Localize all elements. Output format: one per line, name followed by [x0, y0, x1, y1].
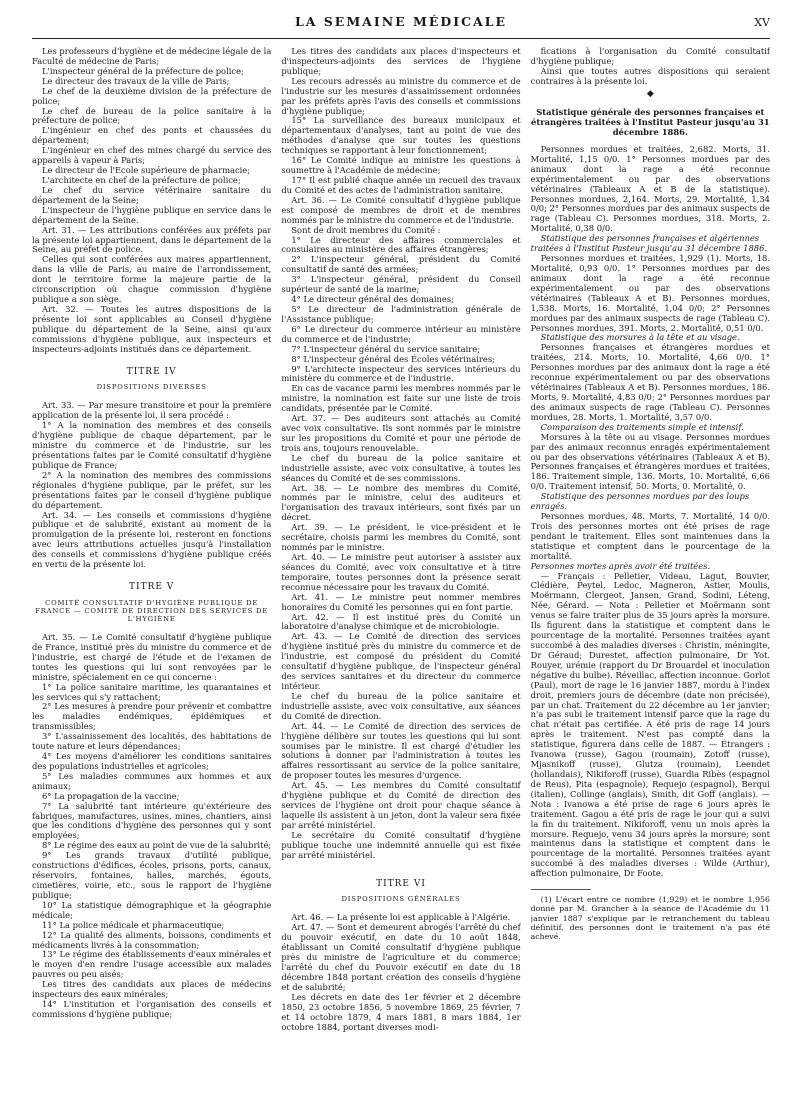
paragraph: Les titres des candidats aux places de médecins inspecteurs des eaux minérales;: [32, 979, 272, 1000]
paragraph: Ainsi que toutes autres dispositions qui seraient contraires à la présente loi.: [530, 65, 770, 86]
titre-4-heading: TITRE IV: [126, 366, 177, 377]
stat-heading-deaths: Personnes mortes après avoir été traitées.: [530, 560, 711, 571]
col2-top-paragraphs: [281, 47, 520, 861]
paragraph: 9° Les grands travaux d'utilité publique, constructions d'édifices, écoles, prisons, ports, canaux, réservoirs, fontaines, halles, marchés, égouts, cimetières, voirie, etc., sous le rapport de l'hygiène publique;: [32, 850, 272, 900]
paragraph: Art. 43. — Le Comité de direction des services d'hygiène institué près du ministre du commerce et de l'industrie, est composé du président du Comité consultatif d'hygiène publique, de l'inspecteur général des services sanitaires et du directeur du commerce intérieur.: [281, 631, 521, 691]
column-1: [32, 47, 271, 1115]
footnote-rule: [531, 889, 591, 890]
paragraph: 6° Le directeur du commerce intérieur au ministère du commerce et de l'industrie;: [281, 323, 521, 344]
paragraph: Le chef de bureau de la police sanitaire à la préfecture de police;: [32, 105, 272, 126]
stat-paragraphs-3: [531, 343, 770, 422]
stat-heading-treatment-comparison: Comparaison des traitements simple et intensif.: [540, 421, 744, 432]
paragraph: Art. 44. — Le Comité de direction des services de l'hygiène délibère sur toutes les questions qui lui sont soumises par le ministre. Il est chargé d'étudier les solutions à donner par l'administration à toutes les affaires ressortissant au service de la police sanitaire, de proposer toutes les mesures d'urgence.: [281, 720, 521, 781]
paragraph: 15° La surveillance des bureaux municipaux et départementaux d'analyses, tant au point de vue des méthodes d'analyse que sur toutes les questions techniques se rapportant à leur fonctionnement;: [281, 115, 521, 156]
paragraph: Les professeurs d'hygiène et de médecine légale de la Faculté de médecine de Paris;: [32, 47, 272, 66]
paragraph: 4° Les moyens d'améliorer les conditions sanitaires des populations industrielles et agricoles;: [32, 751, 272, 771]
paragraph: Les décrets en date des 1er février et 2 décembre 1850, 23 octobre 1856, 5 novembre 1869, 25 février, 7 et 14 octobre 1879, 4 mars 1881, 8 mars 1884, 1er octobre 1884, portant diverses modi-: [281, 991, 521, 1032]
paragraph: 1° A la nomination des membres et des conseils d'hygiène publique de chaque département, par le ministre du commerce et de l'industrie, sur les présentations faites par le Comité consultatif d'hygiène publique de France;: [32, 420, 272, 470]
paragraph: 8° Le régime des eaux au point de vue de la salubrité;: [42, 840, 272, 851]
stat-paragraphs-6: [531, 572, 770, 880]
paragraph: Art. 38. — Le nombre des membres du Comité, nommés par le ministre, celui des auditeurs et l'organisation des travaux intérieurs, sont fixés par un décret.: [281, 482, 521, 523]
titre-6-subheading: DISPOSITIONS GÉNÉRALES: [341, 895, 461, 904]
stat-paragraphs-2: [531, 254, 770, 333]
stat-heading-wolves: Statistique des personnes mordues par des loups enragés.: [530, 491, 750, 512]
paragraph: 10° La statistique démographique et la géographie médicale;: [32, 899, 272, 920]
paragraph: 4° Le directeur général des domaines;: [291, 294, 454, 305]
paragraph: Sont de droit membres du Comité :: [291, 224, 441, 235]
stat-paragraphs-1: [531, 145, 770, 234]
paragraph: 1° La police sanitaire maritime, les quarantaines et les services qui s'y rattachent;: [32, 681, 272, 702]
col2-bottom-paragraphs: [281, 913, 520, 1032]
paragraph: fications à l'organisation du Comité consultatif d'hygiène publique;: [530, 47, 770, 66]
paragraph: Le chef du bureau de la police sanitaire et industrielle assiste, avec voix consultative, à toutes les séances du Comité et de ses commissions.: [281, 452, 521, 483]
paragraph: 2° L'inspecteur général, président du Comité consultatif de santé des armées;: [281, 254, 521, 275]
paragraph: 7° La salubrité tant intérieure qu'extérieure des fabriques, manufactures, usines, mines, chantiers, ainsi que les conditions d'hygiène des personnes qui y sont employées;: [32, 800, 272, 841]
paragraph: Personnes mordues et traitées, 2,682. Morts, 31. Mortalité, 1,15 0/0. 1° Personnes mordues par des animaux dont la rage a été reconnue expérimentalement ou par des observations vétérinaires (Tableaux A et B de la statistique). Personnes mordues, 2,164. Morts, 29. Mortalité, 1,34 0/0; 2° Personnes mordues par des animaux suspects de rage (Tableau C). Personnes mordues, 318. Morts, 2. Mortalité, 0,38 0/0.: [530, 143, 770, 234]
paragraph: L'ingénieur en chef des mines chargé du service des appareils à vapeur à Paris;: [32, 145, 272, 166]
paragraph: L'ingénieur en chef des ponts et chaussées du département;: [32, 125, 272, 146]
paragraph: Le directeur de l'Ecole supérieure de pharmacie;: [42, 165, 251, 176]
paragraph: Art. 46. — La présente loi est applicable à l'Algérie.: [291, 912, 511, 923]
paragraph: 3° L'assainissement des localités, des habitations de toute nature et leurs dépendances;: [32, 731, 272, 752]
paragraph: Celles qui sont conférées aux maires appartiennent, dans la ville de Paris, au maire de l'arrondissement, dont le territoire forme la majeure partie de la circonscription où chaque commission d'hygiène publique a son siège.: [32, 254, 272, 305]
paragraph: Le directeur des travaux de la ville de Paris;: [42, 75, 230, 86]
paragraph: Personnes françaises et étrangères mordues et traitées, 214. Morts, 10. Mortalité, 4,66 0/0. 1° Personnes mordues par des animaux dont la rage a été reconnue expérimentalement ou par des observations vétérinaires (Tableaux A et B). Personnes mordues, 186. Morts, 9. Mortalité, 4,83 0/0; 2° Personnes mordues par des animaux suspects de rage (Tableau C). Personnes mordues, 28. Morts, 1. Mortalité, 3,57 0/0.: [530, 342, 770, 422]
statistics-general-title: Statistique générale des personnes françaises et étrangères traitées à l'Institut Pasteur jusqu'au 31 décembre 1886.: [531, 106, 770, 137]
paragraph: 16° Le Comité indique au ministre les questions à soumettre à l'Académie de médecine;: [281, 155, 521, 176]
paragraph: En cas de vacance parmi les membres nommés par le ministre, la nomination est faite sur une liste de trois candidats, présentée par le Comité.: [281, 383, 521, 414]
paragraph: Art. 39. — Le président, le vice-président et le secrétaire, choisis parmi les membres du Comité, sont nommés par le ministre.: [281, 522, 521, 553]
titre-4-subheading: DISPOSITIONS DIVERSES: [96, 383, 207, 392]
page-header: [32, 0, 770, 39]
titre-6-heading: TITRE VI: [376, 878, 426, 889]
paragraph: Le chef du bureau de la police sanitaire et industrielle assiste, avec voix consultative, aux séances du Comité de direction.: [281, 690, 521, 721]
paragraph: Art. 37. — Des auditeurs sont attachés au Comité avec voix consultative. Ils sont nommés par le ministre sur les propositions du Comité et pour une période de trois ans, toujours renouvelable.: [281, 413, 521, 453]
paragraph: L'inspecteur de l'hygiène publique en service dans le département de la Seine.: [32, 204, 272, 225]
journal-title: LA SEMAINE MÉDICALE: [294, 14, 508, 29]
paragraph: 2° A la nomination des membres des commissions régionales d'hygiène publique, par le préfet, sur les présentations faites par le conseil d'hygiène publique du département.: [32, 469, 272, 510]
paragraph: Morsures à la tête ou au visage. Personnes mordues par des animaux reconnus enragés expérimentalement ou par des observations vétérinaires (Tableaux A et B). Personnes françaises et étrangères mordues et traitées, 186. Traitement simple, 136. Morts, 10. Mortalité, 6,66 0/0. Traitement intensif, 50. Morts, 0. Mortalité, 0.: [530, 431, 770, 492]
paragraph: Art. 40. — Le ministre peut autoriser à assister aux séances du Comité, avec voix consultative et à titre temporaire, toutes personnes dont la présence serait reconnue nécessaire pour les travaux du Comité.: [281, 552, 521, 592]
paragraph: 7° L'inspecteur général du service sanitaire;: [291, 343, 481, 354]
paragraph: Art. 41. — Le ministre peut nommer membres honoraires du Comité les personnes qui en font partie.: [281, 591, 521, 612]
paragraph: Art. 45. — Les membres du Comité consultatif d'hygiène publique et du Comité de direction des services de l'hygiène ont droit pour chaque séance à laquelle ils assistent à un jeton, dont la valeur sera fixée par arrêté ministériel.: [281, 780, 521, 830]
paragraph: 17° Il est publié chaque année un recueil des travaux du Comité et des actes de l'administration sanitaire.: [281, 174, 521, 195]
paragraph: Le chef du service vétérinaire sanitaire du département de la Seine;: [32, 184, 272, 205]
paragraph: L'inspecteur général de la préfecture de police;: [42, 65, 244, 76]
paragraph: — Français : Pelletier, Videau, Lagut, Bouvier, Clédière, Peytel, Ledoc, Magneron, Astier, Moulis, Moërmann, Clergeot, Jansen, Grand, Sodini, Léteng, Née, Gérard. — Nota : Pelletier et Moërmann sont venus se faire traiter plus de 35 jours après la morsure. Ils figurent dans la statistique et comptent dans le pourcentage de la mortalité. Personnes traitées ayant succombé à des maladies diverses : Christin, méningite, Dr Géraud; Durestet, affection pulmonaire, Dr Yot. Rouyer, urémie (rapport du Dr Brouardel et inoculation négative du bulbe). Réveillac, affection inconnue. Gorlot (Paul), mort de rage le 16 janvier 1887, mordu à l'index droit, premiers jours de décembre (date non précisée), par un chat. Traitement du 22 décembre au 1er janvier; n'a pas subi le traitement intensif parce que la rage du chat n'était pas certifiée. A été pris de rage 14 jours après le traitement. N'est pas compté dans la statistique, figurera dans celle de 1887. — Étrangers : Ivanowa (russe), Gagou (roumain), Zotoff (russe), Mjasnikoff (russe), Glutza (roumain), Leendet (hollandais), Nikiforoff (russe), Guardia Ribès (espagnol de Reus), Pita (espagnole), Requejo (espagnol), Berqui (italien), Collinge (anglais), Smith, dit Goff (anglais). — Nota : Ivanowa a été prise de rage 6 jours après le traitement. Gagou a été pris de rage le jour qui a suivi la fin du traitement. Nikiforoff, venu un mois après la morsure. Requejo, venu 34 jours après la morsure; sont maintenus dans la statistique et comptent dans le pourcentage de la mortalité. Personnes traitées ayant succombé à des maladies diverses : Wilde (Arthur), affection pulmonaire, Dr Foote.: [530, 570, 770, 879]
col1-top-paragraphs: [32, 47, 271, 355]
page-number: XV: [754, 16, 770, 29]
paragraph: 5° Le directeur de l'administration générale de l'Assistance publique;: [281, 303, 521, 324]
paragraph: 13° Le régime des établissements d'eaux minérales et le moyen d'en rendre l'usage accessible aux malades pauvres ou peu aisés;: [32, 949, 272, 980]
paragraph: 6° La propagation de la vaccine;: [42, 790, 180, 801]
paragraph: 5° Les maladies communes aux hommes et aux animaux;: [32, 770, 272, 791]
column-3: [531, 47, 770, 1115]
text-columns: [32, 47, 770, 1115]
paragraph: Art. 31. — Les attributions conférées aux préfets par la présente loi appartiennent, dans le département de la Seine, au préfet de police.: [32, 224, 272, 255]
paragraph: Personnes mordues, 48. Morts, 7. Mortalité, 14 0/0. Trois des personnes mortes ont été prises de rage pendant le traitement. Elles sont maintenues dans la statistique et comptent dans le pourcentage de la mortalité.: [530, 511, 770, 561]
paragraph: Art. 34. — Les conseils et commissions d'hygiène publique et de salubrité, existant au moment de la promulgation de la présente loi, resteront en fonctions avec leurs attributions actuelles jusqu'à l'installation des conseils et commissions d'hygiène publique créés en vertu de la présente loi.: [32, 509, 272, 570]
footnote: (1) L'écart entre ce nombre (1,929) et le nombre 1,956 donné par M. Grancher à la séance de l'Académie du 11 janvier 1887 s'explique par le retranchement du tableau définitif, des personnes dont le traitement n'a pas été achevé.: [530, 895, 770, 942]
titre-5-subheading: COMITÉ CONSULTATIF D'HYGIÈNE PUBLIQUE DE FRANCE — COMITÉ DE DIRECTION DES SERVICES DE L'HYGIÈNE: [35, 598, 269, 623]
paragraph: 14° L'institution et l'organisation des conseils et commissions d'hygiène publique;: [32, 999, 272, 1019]
col1-middle-paragraphs: [32, 401, 271, 570]
paragraph: Le secrétaire du Comité consultatif d'hygiène publique touche une indemnité annuelle qui est fixée par arrêté ministériel.: [281, 829, 521, 860]
paragraph: Art. 35. — Le Comité consultatif d'hygiène publique de France, institué près du ministre du commerce et de l'industrie, est chargé de l'étude et de l'examen de toutes les questions qui lui sont renvoyées par le ministre, spécialement en ce qui concerne :: [32, 631, 272, 682]
col3-top-paragraphs: [531, 47, 770, 87]
paragraph: 2° Les mesures à prendre pour prévenir et combattre les maladies endémiques, épidémiques et transmissibles;: [32, 701, 272, 732]
paragraph: 3° L'inspecteur général, président du Conseil supérieur de santé de la marine;: [281, 274, 521, 295]
paragraph: 11° La police médicale et pharmaceutique;: [42, 919, 225, 930]
paragraph: Personnes mordues et traitées, 1,929 (1). Morts, 18. Mortalité, 0,93 0/0. 1° Personnes mordues par des animaux dont la rage a été reconnue expérimentalement ou par des observations vétérinaires (Tableaux A et B). Personnes mordues, 1,538. Morts, 16. Mortalité, 1,04 0/0; 2° Personnes mordues par des animaux suspects de rage (Tableau C). Personnes mordues, 391. Morts, 2. Mortalité, 0,51 0/0.: [530, 253, 770, 333]
paragraph: 8° L'inspecteur général des Écoles vétérinaires;: [291, 353, 495, 364]
titre-5-heading: TITRE V: [129, 582, 175, 593]
paragraph: Art. 36. — Le Comité consultatif d'hygiène publique est composé de membres de droit et de membres nommés par le ministre du commerce et de l'industrie.: [281, 194, 521, 225]
paragraph: Le chef de la deuxième division de la préfecture de police;: [32, 85, 272, 106]
paragraph: 9° L'architecte inspecteur des services intérieurs du ministère du commerce et de l'industrie.: [281, 363, 521, 384]
paragraph: 12° La qualité des aliments, boissons, condiments et médicaments livrés à la consommation;: [32, 929, 272, 950]
paragraph: Art. 33. — Par mesure transitoire et pour la première application de la présente loi, il sera procédé :: [32, 400, 272, 421]
stat-paragraphs-4: [531, 433, 770, 493]
paragraph: Art. 32. — Toutes les autres dispositions de la présente loi sont applicables au Conseil d'hygiène publique du département de la Seine, ainsi qu'aux commissions d'hygiène publique, aux inspecteurs et inspecteurs-adjoints institués dans ce département.: [32, 303, 272, 354]
paragraph: Art. 47. — Sont et demeurent abrogés l'arrêté du chef du pouvoir exécutif, en date du 10 août 1848, établissant un Comité consultatif d'hygiène publique près du ministre de l'agriculture et du commerce; l'arrêté du chef du Pouvoir exécutif en date du 18 décembre 1848 portant création des conseils d'hygiène et de salubrité;: [281, 922, 521, 992]
paragraph: L'architecte en chef de la préfecture de police;: [42, 174, 241, 185]
stat-heading-head-face: Statistique des morsures à la tête et au visage.: [540, 332, 740, 343]
col1-bottom-paragraphs: [32, 633, 271, 1020]
paragraph: Les titres des candidats aux places d'inspecteurs et d'inspecteurs-adjoints des services de l'hygiène publique;: [281, 47, 521, 76]
paragraph: Les recours adressés au ministre du commerce et de l'industrie sur les mesures d'assainissement ordonnées par les préfets après l'avis des conseils et commissions d'hygiène publique;: [281, 75, 521, 116]
column-2: [281, 47, 520, 1115]
section-divider-ornament: ◆: [646, 88, 654, 99]
paragraph: 1° Le directeur des affaires commerciales et consulaires au ministère des affaires étrangères;: [281, 234, 521, 255]
stat-paragraphs-5: [531, 512, 770, 562]
stat-heading-french-algerian: Statistique des personnes françaises et algériennes traitées à l'Institut Pasteur jusqu'au 31 décembre 1886.: [530, 233, 768, 254]
paragraph: Art. 42. — Il est institué près du Comité un laboratoire d'analyse chimique et de microbiologie.: [281, 611, 521, 632]
